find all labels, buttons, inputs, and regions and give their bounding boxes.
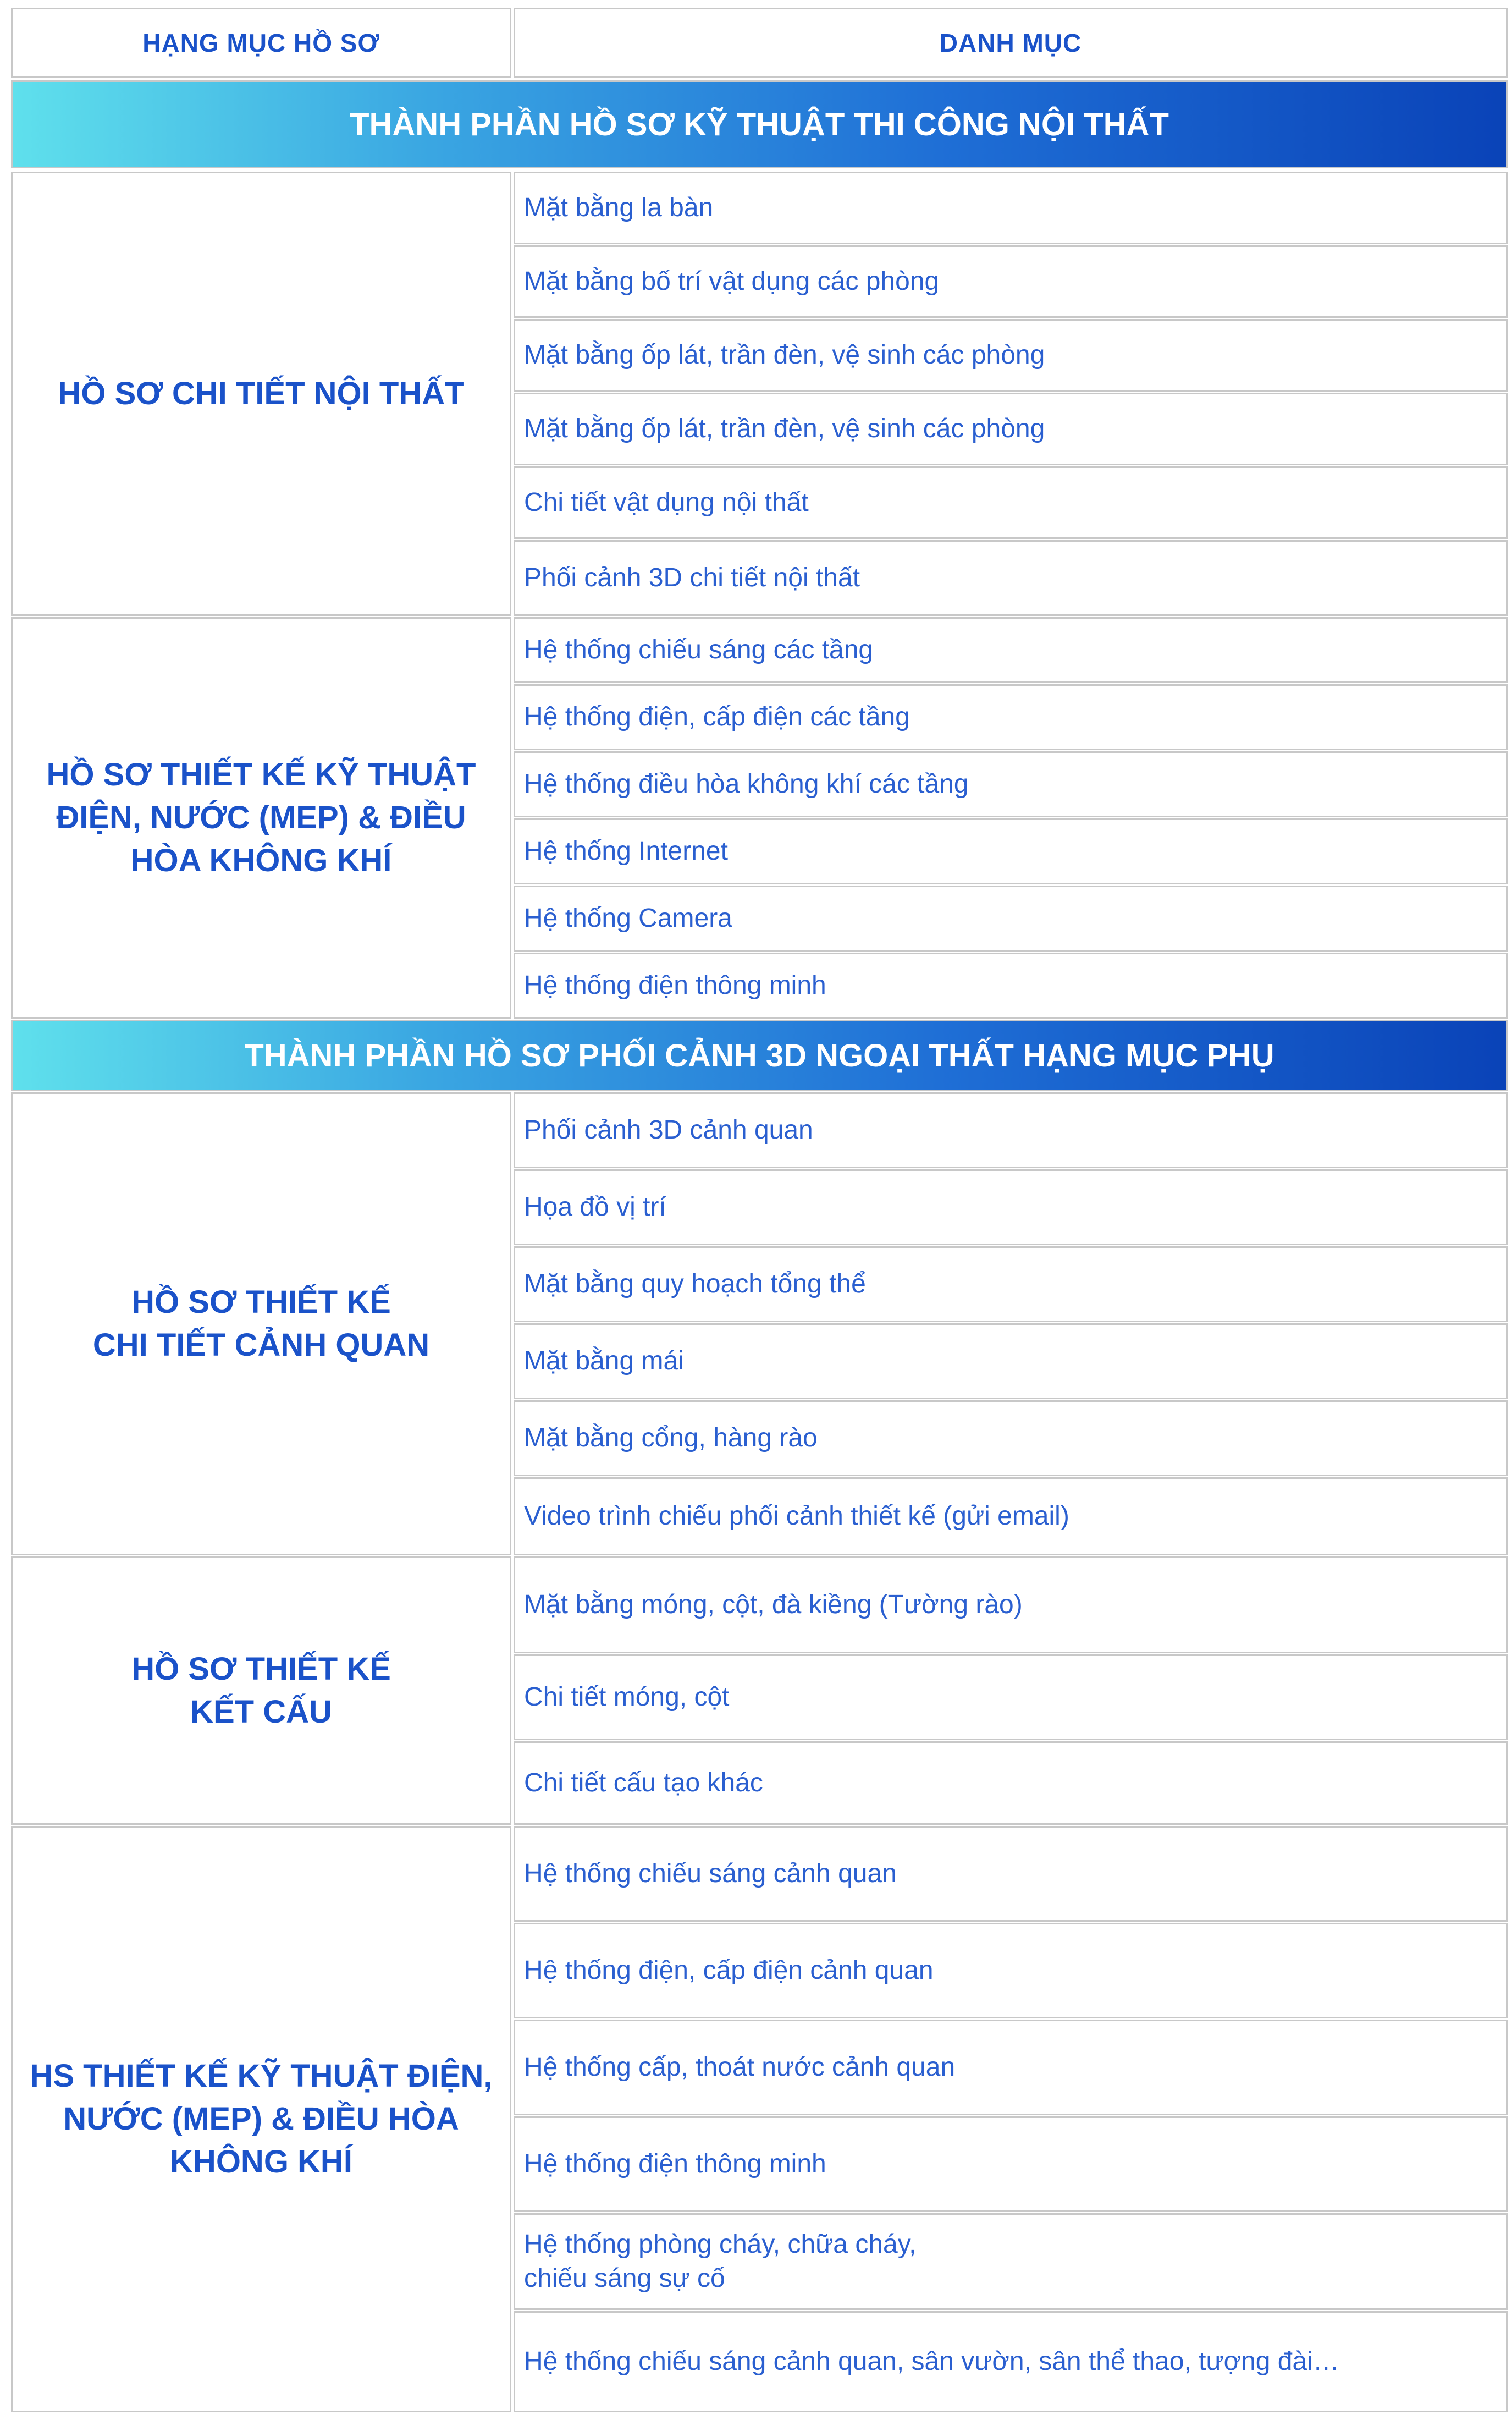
list-item: Mặt bằng ốp lát, trần đèn, vệ sinh các phòng — [514, 319, 1508, 392]
list-item: Mặt bằng bố trí vật dụng các phòng — [514, 245, 1508, 318]
list-item: Video trình chiếu phối cảnh thiết kế (gửi email) — [514, 1477, 1508, 1555]
list-item: Mặt bằng quy hoạch tổng thể — [514, 1246, 1508, 1322]
category-mep-exterior: HS THIẾT KẾ KỸ THUẬT ĐIỆN, NƯỚC (MEP) & ĐIỀU HÒA KHÔNG KHÍ — [11, 1826, 511, 2412]
list-item: Mặt bằng ốp lát, trần đèn, vệ sinh các phòng — [514, 393, 1508, 465]
section-band-exterior: THÀNH PHẦN HỒ SƠ PHỐI CẢNH 3D NGOẠI THẤT HẠNG MỤC PHỤ — [11, 1020, 1508, 1091]
list-item: Hệ thống điện, cấp điện cảnh quan — [514, 1923, 1508, 2019]
list-item: Hệ thống điện thông minh — [514, 953, 1508, 1019]
list-item: Mặt bằng la bàn — [514, 172, 1508, 244]
list-item: Mặt bằng cổng, hàng rào — [514, 1400, 1508, 1476]
list-item: Mặt bằng móng, cột, đà kiềng (Tường rào) — [514, 1557, 1508, 1653]
list-item: Phối cảnh 3D chi tiết nội thất — [514, 540, 1508, 616]
list-item: Hệ thống cấp, thoát nước cảnh quan — [514, 2020, 1508, 2115]
header-col-items: DANH MỤC — [514, 8, 1508, 78]
list-item: Hệ thống điện thông minh — [514, 2116, 1508, 2212]
category-mep-interior: HỒ SƠ THIẾT KẾ KỸ THUẬT ĐIỆN, NƯỚC (MEP) & ĐIỀU HÒA KHÔNG KHÍ — [11, 617, 511, 1019]
list-item: Họa đồ vị trí — [514, 1169, 1508, 1245]
list-item: Hệ thống chiếu sáng cảnh quan, sân vườn, sân thể thao, tượng đài… — [514, 2311, 1508, 2412]
list-item: Hệ thống điện, cấp điện các tầng — [514, 684, 1508, 750]
list-item: Chi tiết móng, cột — [514, 1654, 1508, 1740]
list-item: Mặt bằng mái — [514, 1323, 1508, 1399]
list-item: Phối cảnh 3D cảnh quan — [514, 1092, 1508, 1168]
list-item: Hệ thống Internet — [514, 818, 1508, 884]
list-item: Hệ thống Camera — [514, 886, 1508, 952]
list-item: Chi tiết cấu tạo khác — [514, 1741, 1508, 1825]
list-item: Hệ thống chiếu sáng cảnh quan — [514, 1826, 1508, 1922]
list-item: Hệ thống chiếu sáng các tầng — [514, 617, 1508, 683]
category-structure: HỒ SƠ THIẾT KẾ KẾT CẤU — [11, 1557, 511, 1825]
category-interior-detail: HỒ SƠ CHI TIẾT NỘI THẤT — [11, 172, 511, 616]
list-item: Hệ thống phòng cháy, chữa cháy, chiếu sáng sự cố — [514, 2213, 1508, 2310]
header-col-category: HẠNG MỤC HỒ SƠ — [11, 8, 511, 78]
section-band-interior: THÀNH PHẦN HỒ SƠ KỸ THUẬT THI CÔNG NỘI THẤT — [11, 80, 1508, 168]
list-item: Hệ thống điều hòa không khí các tầng — [514, 751, 1508, 817]
list-item: Chi tiết vật dụng nội thất — [514, 466, 1508, 539]
category-landscape-detail: HỒ SƠ THIẾT KẾ CHI TIẾT CẢNH QUAN — [11, 1092, 511, 1555]
